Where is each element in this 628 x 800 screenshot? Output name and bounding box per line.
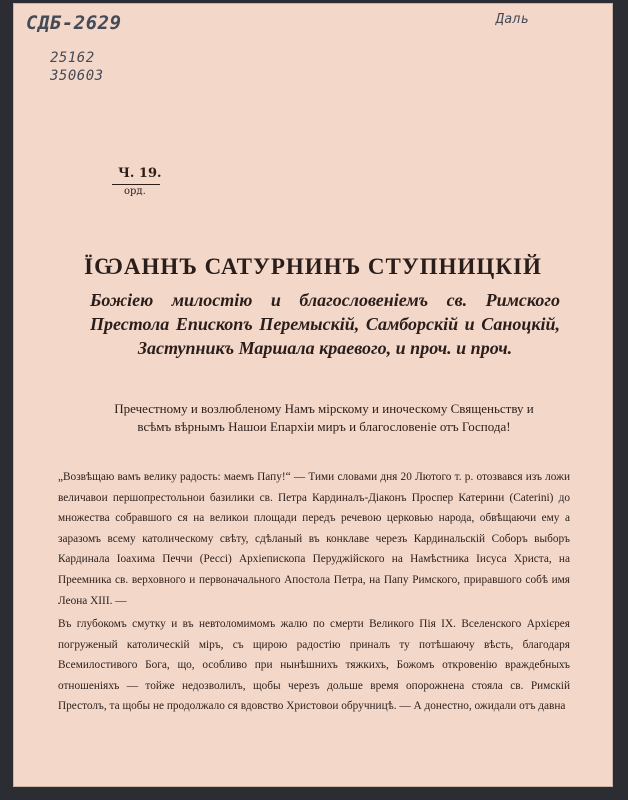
body-paragraph-2: Въ глубокомъ смутку и въ невтоломимомъ жалю по смерти Великого Пія IX. Вселенского Архієрея погруженый католическій міръ, съ щирою радостію приналъ ту потѣшаючу вѣсть, благодаря Всемилостивого Бога, що, особливо при нынѣшнихъ тяжкихъ, Божомъ откровенію враждебныхъ отношеніяхъ — тойже недозволилъ, щобы черезъ дольше время опорожнена стояла св. Римскій Престолъ, та щобы не продолжало ся вдовство Христовои обручницѣ. — А донестно, ожидали отъ давна: [58, 618, 570, 713]
number-divider: [112, 184, 160, 185]
greeting-text: Пречестному и возлюбленому Намъ мірскому и иноческому Священьству и всѣмъ вѣрнымъ Нашои Епархіи миръ и благословеніе отъ Господа!: [114, 401, 534, 434]
shelfmark-stamp: СДБ-2629: [26, 12, 122, 34]
handwritten-note: Даль: [496, 12, 530, 27]
document-page: [14, 4, 612, 786]
body-paragraph-1: „Возвѣщаю вамъ велику радость: маемъ Папу!“ — Тими словами дня 20 Лютого т. р. отозвався изъ ложи величавои першопрестольнои базилики св. Петра Кардиналъ-Діаконъ Проспер Катерини (Caterini) до множества собравшого ся на великои площади передъ речевою церковью народа, обвѣщаючи ему а заразомъ всему католическому свѣту, сдѣланый въ конклаве черезъ Кардинальскій Соборъ выборъ Кардинала Іоахима Печчи (Pecci) Архіепископа Перуджійского на Намѣстника Іисуса Христа, на Преемника св. верховного и первоначального Апостола Петра, на Папу Римского, приравшого собѣ имя Леона XIII. —: [58, 471, 570, 607]
inventory-number-1: 25162: [50, 50, 95, 66]
document-title: ЇѠАННЪ САТУРНИНЪ СТУПНИЦКІЙ: [84, 254, 542, 279]
inventory-number-2: 350603: [50, 68, 104, 84]
document-subtitle: Божіею милостію и благословеніемъ св. Римского Престола Епископъ Перемыскій, Самборскій и Саноцкій, Заступникъ Маршала краевого, и проч. и проч.: [90, 290, 560, 358]
ord-label: орд.: [124, 186, 146, 197]
document-number: Ч. 19.: [118, 166, 162, 181]
